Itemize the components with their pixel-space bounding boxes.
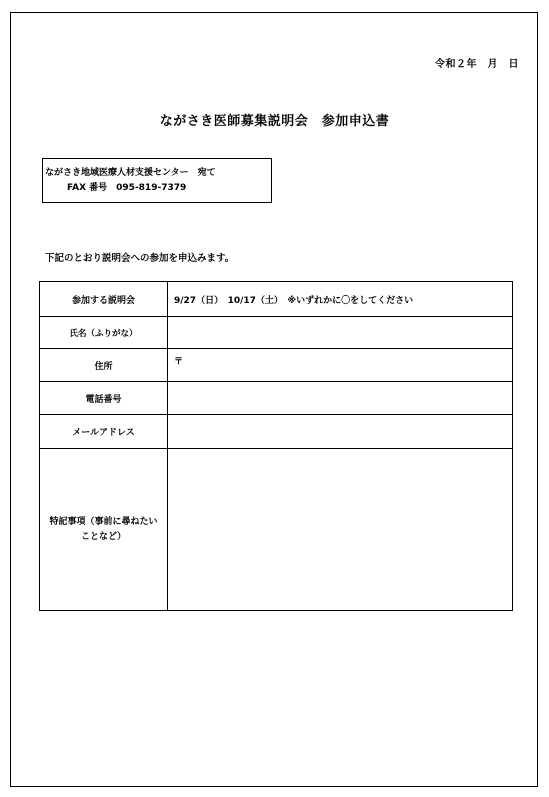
table-row bbox=[40, 449, 513, 611]
recipient-box bbox=[42, 158, 272, 203]
field-label-email: メールアドレス bbox=[40, 415, 168, 449]
table-row bbox=[40, 349, 513, 382]
field-label-phone: 電話番号 bbox=[40, 382, 168, 415]
table-row bbox=[40, 415, 513, 449]
name-field[interactable] bbox=[168, 317, 513, 349]
notes-field[interactable] bbox=[168, 449, 513, 611]
name-label-text: 氏名（ふりがな） bbox=[69, 328, 138, 339]
application-form-table bbox=[39, 281, 513, 611]
phone-field[interactable] bbox=[168, 382, 513, 415]
notes-label-text: 特記事項（事前に尋ねたいことなど） bbox=[49, 516, 158, 542]
field-label-notes bbox=[40, 449, 168, 611]
email-field[interactable] bbox=[168, 415, 513, 449]
field-label-name bbox=[40, 317, 168, 349]
table-row bbox=[40, 382, 513, 415]
field-label-session: 参加する説明会 bbox=[40, 282, 168, 317]
table-row bbox=[40, 317, 513, 349]
date-line: 令和２年 月 日 bbox=[435, 59, 519, 70]
field-label-address: 住所 bbox=[40, 349, 168, 382]
table-row bbox=[40, 282, 513, 317]
document-title: ながさき医師募集説明会 参加申込書 bbox=[159, 114, 390, 129]
address-field[interactable]: 〒 bbox=[168, 349, 513, 382]
recipient-fax: FAX 番号 095-819-7379 bbox=[67, 183, 187, 193]
intro-text: 下記のとおり説明会への参加を申込みます。 bbox=[45, 253, 235, 264]
session-choice-field[interactable]: 9/27（日） 10/17（土） ※いずれかに〇をしてください bbox=[168, 282, 513, 317]
recipient-name: ながさき地域医療人材支援センター 宛て bbox=[45, 168, 216, 178]
